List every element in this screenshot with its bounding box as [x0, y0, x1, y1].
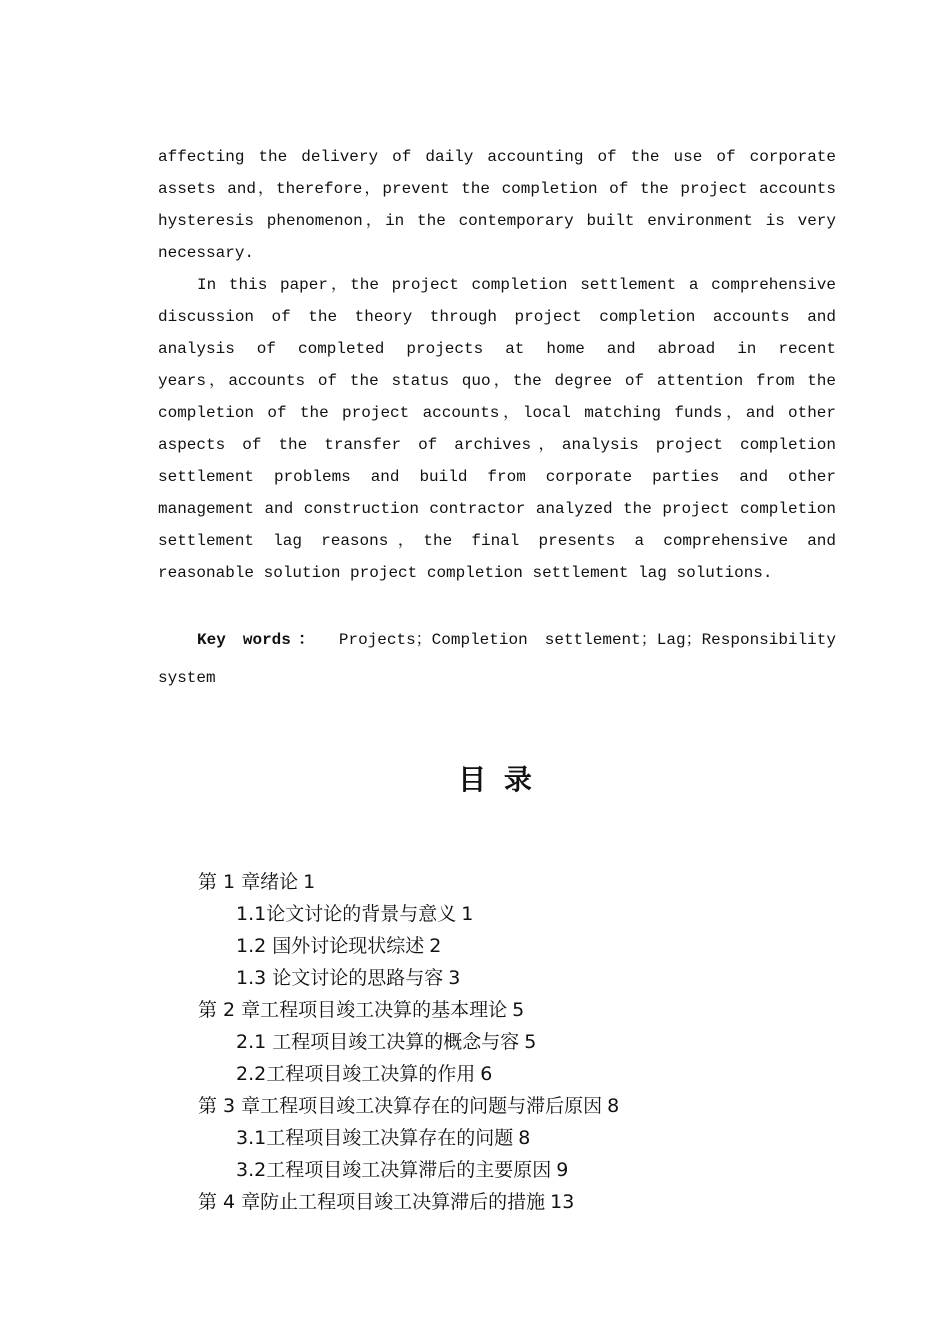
toc-entry-section: [158, 898, 836, 930]
abstract-line: discussion of the theory through project completion accounts and: [158, 308, 836, 326]
table-of-contents: [158, 866, 836, 1218]
keywords-label: Key words：: [197, 631, 322, 649]
toc-title: 目 录: [458, 763, 536, 796]
toc-entry-section: [158, 962, 836, 994]
toc-entry-section: [158, 1026, 836, 1058]
toc-entry-title: 1.2 国外讨论现状综述: [236, 935, 425, 957]
abstract-line: hysteresis phenomenon，in the contemporary built environment is very: [158, 212, 837, 230]
toc-page-number: 6: [480, 1063, 493, 1085]
abstract-line: settlement lag reasons，the final presents a comprehensive and: [158, 532, 836, 550]
abstract-line: completion of the project accounts，local matching funds，and other: [158, 404, 836, 422]
toc-page-number: 3: [448, 967, 461, 989]
toc-entry-title: 第 3 章工程项目竣工决算存在的问题与滞后原因: [198, 1095, 603, 1117]
toc-entry-title: 第 2 章工程项目竣工决算的基本理论: [198, 999, 508, 1021]
toc-page-number: 8: [607, 1095, 620, 1117]
abstract-line: necessary.: [158, 244, 255, 262]
abstract-line: aspects of the transfer of archives，analysis project completion: [158, 436, 836, 454]
toc-entry-section: [158, 1154, 836, 1186]
toc-page-number: 1: [461, 903, 474, 925]
toc-entry-chapter: [158, 1090, 836, 1122]
abstract-line: management and construction contractor analyzed the project completion: [158, 500, 836, 518]
toc-entry-title: 2.2工程项目竣工决算的作用: [236, 1063, 476, 1085]
abstract-line: analysis of completed projects at home and abroad in recent: [158, 340, 836, 358]
keywords-text: Projects；Completion settlement；Lag；Responsibility: [338, 631, 836, 649]
toc-entry-chapter: [158, 1186, 836, 1218]
toc-entry-title: 1.3 论文讨论的思路与容: [236, 967, 444, 989]
toc-entry-title: 第 1 章绪论: [198, 871, 299, 893]
keywords-line: [158, 621, 836, 659]
toc-page-number: 13: [550, 1191, 575, 1213]
toc-entry-chapter: [158, 994, 836, 1026]
abstract-paragraph: [158, 141, 836, 269]
toc-entry-chapter: [158, 866, 836, 898]
abstract-line: reasonable solution project completion settlement lag solutions.: [158, 564, 773, 582]
abstract-line: assets and，therefore，prevent the completion of the project accounts: [158, 180, 836, 198]
toc-page-number: 8: [518, 1127, 531, 1149]
toc-entry-title: 1.1论文讨论的背景与意义: [236, 903, 457, 925]
toc-entry-section: [158, 930, 836, 962]
toc-entry-section: [158, 1122, 836, 1154]
abstract-paragraph: [158, 269, 836, 589]
toc-entry-section: [158, 1058, 836, 1090]
toc-entry-title: 第 4 章防止工程项目竣工决算滞后的措施: [198, 1191, 546, 1213]
toc-page-number: 9: [556, 1159, 569, 1181]
abstract-line: years，accounts of the status quo，the degree of attention from the: [158, 372, 836, 390]
toc-entry-title: 2.1 工程项目竣工决算的概念与容: [236, 1031, 520, 1053]
abstract-line: settlement problems and build from corporate parties and other: [158, 468, 836, 486]
toc-page-number: 5: [512, 999, 525, 1021]
toc-entry-title: 3.2工程项目竣工决算滞后的主要原因: [236, 1159, 552, 1181]
keywords: [158, 621, 836, 697]
keywords-line: system: [158, 669, 216, 687]
toc-page-number: 2: [429, 935, 442, 957]
toc-page-number: 5: [524, 1031, 537, 1053]
abstract-line: In this paper，the project completion settlement a comprehensive: [197, 276, 836, 294]
toc-entry-title: 3.1工程项目竣工决算存在的问题: [236, 1127, 514, 1149]
toc-page-number: 1: [303, 871, 316, 893]
abstract-line: affecting the delivery of daily accounting of the use of corporate: [158, 148, 836, 166]
